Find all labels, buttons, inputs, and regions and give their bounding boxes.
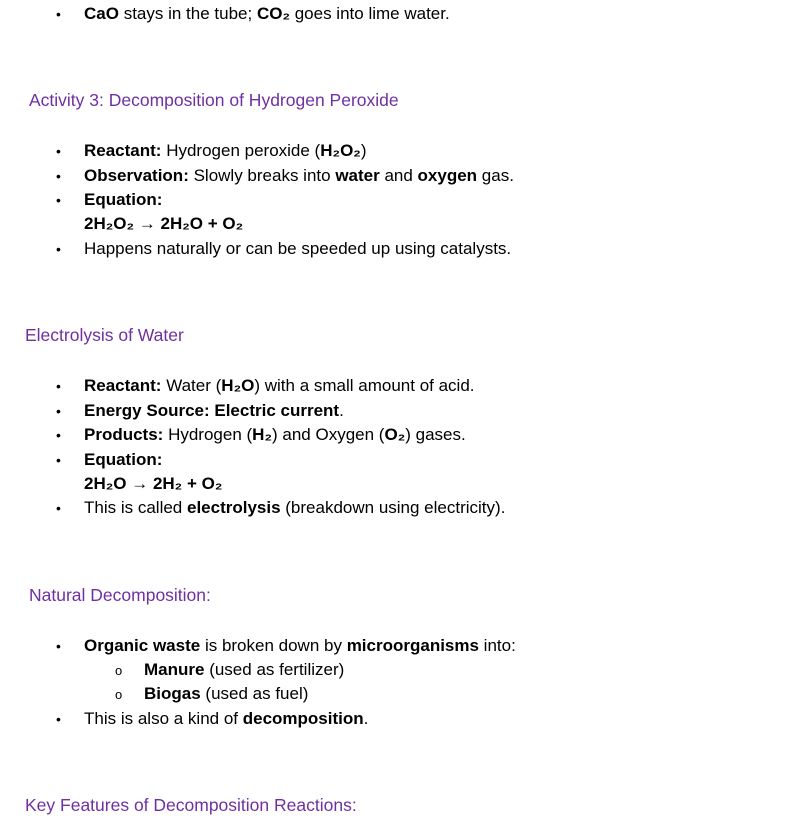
list-item [84,450,162,470]
bold-text: oxygen [417,166,478,185]
text: This is called [84,498,187,517]
bold-text: microorganisms [346,636,479,655]
text: This is also a kind of [84,709,243,728]
section-heading-activity-3: Activity 3: Decomposition of Hydrogen Peroxide [29,90,399,110]
list-item [84,401,344,421]
text: and [379,166,418,185]
bold-text: Biogas [144,684,201,703]
text: Slowly breaks into [188,166,336,185]
text: ) with a small amount of acid. [254,376,475,395]
bold-text: H₂O [221,376,255,395]
bold-text: Organic waste [84,636,201,655]
text: ) gases. [405,425,466,444]
text: ) [360,141,367,160]
bold-text: Manure [144,660,205,679]
section-heading-key-features: Key Features of Decomposition Reactions: [25,795,357,815]
list-item [84,636,516,656]
bold-text: Products: [84,425,164,444]
text: ) and Oxygen ( [272,425,385,444]
text: gas. [477,166,514,185]
bold-text: Reactant: [84,141,162,160]
section-heading-electrolysis: Electrolysis of Water [25,325,184,345]
bold-text: CaO [84,4,119,23]
bold-text: decomposition [242,709,364,728]
bullet-icon: • [56,452,61,468]
bullet-icon: • [56,403,61,419]
text: Hydrogen ( [163,425,253,444]
bold-text: Equation: [84,450,163,469]
sub-bullet-icon: o [115,663,123,678]
text: into: [478,636,516,655]
bullet-icon: • [56,711,61,727]
list-item [84,425,466,445]
bold-text: Equation: [84,190,163,209]
chemical-equation: 2H₂O₂ → 2H₂O + O₂ [84,214,244,233]
list-item [84,166,514,186]
bold-text: electrolysis [186,498,281,517]
bold-text: Reactant: [84,376,162,395]
bold-text: Observation: [84,166,189,185]
bold-text: H₂ [252,425,273,444]
bullet-icon: • [56,241,61,257]
bullet-icon: • [56,500,61,516]
text: . [339,401,344,420]
list-item [84,4,450,24]
text: Hydrogen peroxide ( [161,141,321,160]
bullet-icon: • [56,638,61,654]
bold-text: Energy Source: Electric current [84,401,340,420]
list-item [84,190,162,210]
bold-text: H₂O₂ [320,141,361,160]
section-heading-natural-decomposition: Natural Decomposition: [29,585,211,605]
list-item [84,376,475,396]
sub-list-item [144,660,344,680]
bullet-icon: • [56,427,61,443]
list-item [84,709,368,729]
text: (used as fuel) [200,684,309,703]
list-item [84,498,505,518]
bullet-icon: • [56,143,61,159]
text: Water ( [161,376,222,395]
text: (used as fertilizer) [204,660,345,679]
bullet-icon: • [56,378,61,394]
list-item [84,141,367,161]
chemical-equation: 2H₂O → 2H₂ + O₂ [84,474,223,493]
list-item: Happens naturally or can be speeded up using catalysts. [84,239,512,258]
text: (breakdown using electricity). [280,498,506,517]
bold-text: CO₂ [256,4,290,23]
bold-text: O₂ [384,425,406,444]
bullet-icon: • [56,168,61,184]
text: is broken down by [200,636,347,655]
sub-list-item [144,684,308,704]
text: . [363,709,369,728]
text: stays in the tube; [118,4,257,23]
bullet-icon: • [56,192,61,208]
text: goes into lime water. [290,4,450,23]
sub-bullet-icon: o [115,687,123,702]
bullet-icon: • [56,6,61,22]
bold-text: water [335,166,380,185]
